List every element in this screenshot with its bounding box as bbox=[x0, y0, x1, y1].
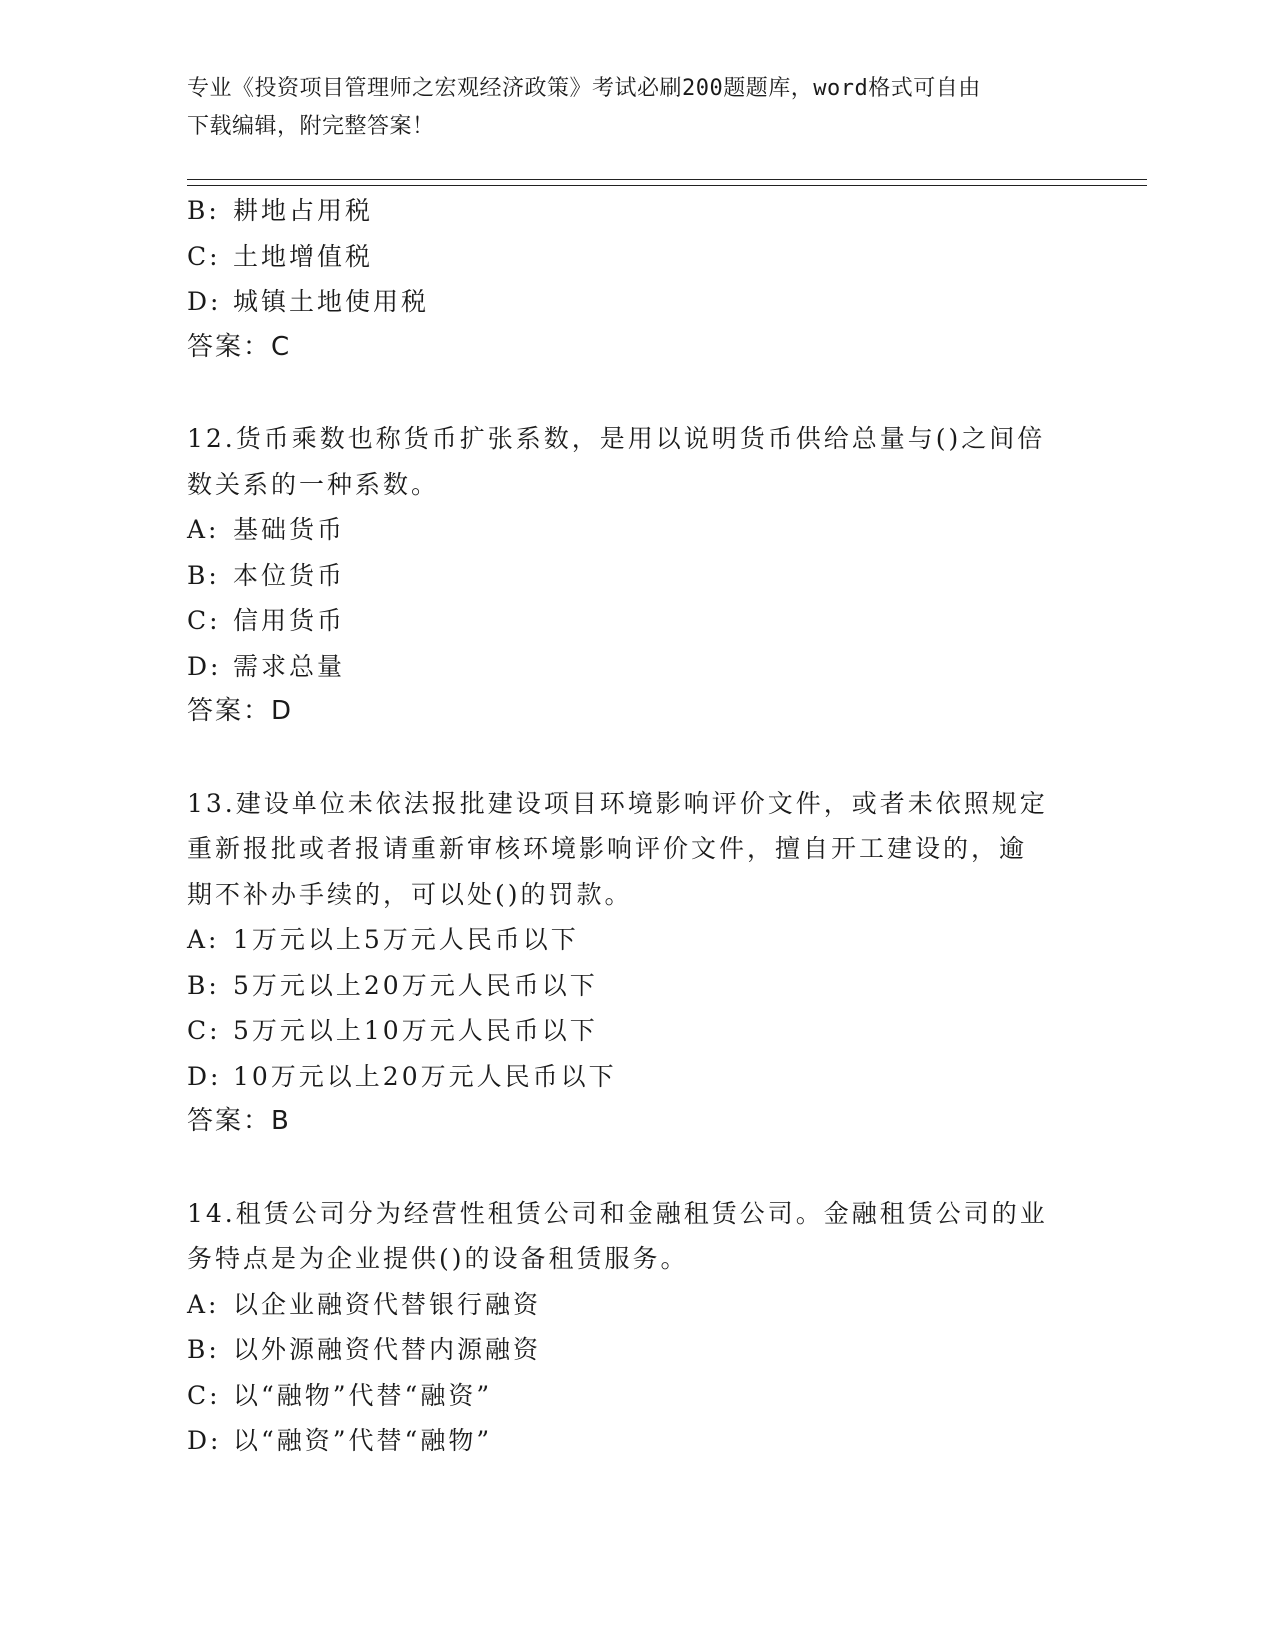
option-b bbox=[187, 553, 1077, 599]
question-content bbox=[187, 188, 1077, 1464]
option-text: 5万元以上20万元人民币以下 bbox=[233, 970, 598, 1000]
option-text: 基础货币 bbox=[233, 515, 346, 544]
option-a bbox=[187, 917, 1077, 963]
answer-line: 答案：D bbox=[187, 696, 294, 726]
question-text-line: 数关系的一种系数。 bbox=[187, 469, 440, 499]
option-c bbox=[187, 1373, 1077, 1419]
option-text: 以“融资”代替“融物” bbox=[233, 1426, 493, 1455]
option-a bbox=[187, 1282, 1077, 1328]
page-header bbox=[187, 70, 1087, 146]
option-key: C: bbox=[187, 1016, 221, 1045]
option-text: 10万元以上20万元人民币以下 bbox=[233, 1061, 617, 1091]
option-b bbox=[187, 188, 1077, 234]
question-block-13 bbox=[187, 781, 1077, 1145]
question-text-line: 期不补办手续的，可以处()的罚款。 bbox=[187, 879, 633, 909]
option-text: 耕地占用税 bbox=[233, 196, 374, 225]
option-c bbox=[187, 234, 1077, 280]
option-key: B: bbox=[187, 1335, 220, 1364]
option-key: A: bbox=[187, 1289, 220, 1319]
option-a bbox=[187, 507, 1077, 553]
option-key: B: bbox=[187, 560, 220, 590]
option-text: 5万元以上10万元人民币以下 bbox=[233, 1016, 598, 1045]
header-rule-top bbox=[187, 179, 1147, 180]
option-key: D: bbox=[187, 651, 222, 681]
option-key: D: bbox=[187, 287, 222, 316]
option-key: A: bbox=[187, 925, 220, 954]
option-c bbox=[187, 598, 1077, 644]
option-b bbox=[187, 1327, 1077, 1373]
option-c bbox=[187, 1008, 1077, 1054]
option-text: 以外源融资代替内源融资 bbox=[233, 1335, 542, 1364]
option-d bbox=[187, 279, 1077, 325]
question-block-11 bbox=[187, 188, 1077, 370]
option-key: C: bbox=[187, 606, 221, 635]
option-key: B: bbox=[187, 196, 220, 225]
question-text-line: 14.租赁公司分为经营性租赁公司和金融租赁公司。金融租赁公司的业 bbox=[187, 1198, 1048, 1228]
question-text-line: 重新报批或者报请重新审核环境影响评价文件，擅自开工建设的，逾 bbox=[187, 834, 1028, 863]
answer-line: 答案：B bbox=[187, 1106, 291, 1136]
option-d bbox=[187, 1054, 1077, 1100]
option-d bbox=[187, 1418, 1077, 1464]
option-text: 信用货币 bbox=[233, 606, 346, 635]
question-text-line: 13.建设单位未依法报批建设项目环境影响评价文件，或者未依照规定 bbox=[187, 788, 1048, 818]
header-line-1: 专业《投资项目管理师之宏观经济政策》考试必刷200题题库，word格式可自由 bbox=[187, 76, 981, 101]
option-text: 需求总量 bbox=[233, 651, 346, 681]
question-text-line: 务特点是为企业提供()的设备租赁服务。 bbox=[187, 1244, 689, 1273]
option-text: 1万元以上5万元人民币以下 bbox=[233, 925, 579, 954]
header-line-2: 下载编辑，附完整答案！ bbox=[187, 114, 435, 139]
option-key: C: bbox=[187, 241, 221, 271]
option-text: 本位货币 bbox=[233, 560, 346, 590]
answer-line: 答案：C bbox=[187, 331, 292, 362]
option-key: B: bbox=[187, 970, 220, 1000]
option-b bbox=[187, 963, 1077, 1009]
option-text: 以“融物”代替“融资” bbox=[233, 1380, 493, 1410]
option-key: A: bbox=[187, 515, 220, 544]
option-text: 城镇土地使用税 bbox=[233, 287, 430, 316]
question-block-14 bbox=[187, 1191, 1077, 1464]
header-rule-bottom bbox=[187, 185, 1147, 186]
question-text-line: 12.货币乘数也称货币扩张系数，是用以说明货币供给总量与()之间倍 bbox=[187, 424, 1046, 453]
option-d bbox=[187, 644, 1077, 690]
question-block-12 bbox=[187, 416, 1077, 735]
option-text: 以企业融资代替银行融资 bbox=[233, 1289, 542, 1319]
option-text: 土地增值税 bbox=[233, 241, 374, 271]
option-key: D: bbox=[187, 1061, 222, 1091]
option-key: C: bbox=[187, 1380, 221, 1410]
option-key: D: bbox=[187, 1426, 222, 1455]
